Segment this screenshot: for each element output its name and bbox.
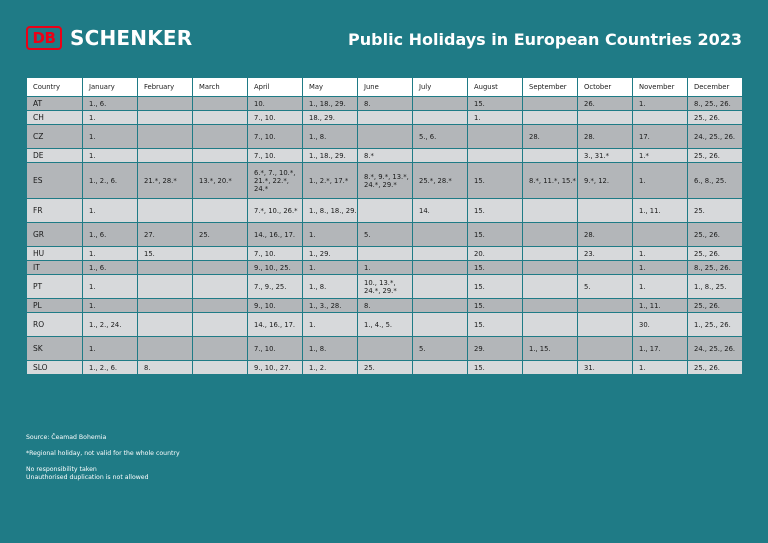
holiday-dates-cell — [413, 111, 468, 125]
holiday-dates-cell: 1. — [633, 97, 688, 111]
holiday-dates-cell — [523, 149, 578, 163]
table-row — [27, 247, 743, 261]
column-header: Country — [27, 78, 83, 97]
table-row — [27, 125, 743, 149]
holiday-dates-cell: 8.*, 9.*, 13.*, 24.*, 29.* — [358, 163, 413, 199]
holiday-dates-cell — [193, 313, 248, 337]
holiday-dates-cell — [578, 337, 633, 361]
holiday-dates-cell — [413, 261, 468, 275]
table-row — [27, 361, 743, 375]
country-code-cell: IT — [27, 261, 83, 275]
column-header: December — [688, 78, 743, 97]
holiday-dates-cell: 30. — [633, 313, 688, 337]
holiday-dates-cell: 10. — [248, 97, 303, 111]
holiday-dates-cell: 9.*, 12. — [578, 163, 633, 199]
page-title: Public Holidays in European Countries 2023 — [348, 30, 742, 49]
holiday-dates-cell: 6.*, 7., 10.*, 21.*, 22.*, 24.* — [248, 163, 303, 199]
footnotes — [26, 434, 180, 482]
table-row — [27, 199, 743, 223]
holiday-dates-cell — [523, 275, 578, 299]
holiday-dates-cell: 7., 10. — [248, 337, 303, 361]
holiday-dates-cell — [523, 111, 578, 125]
holiday-dates-cell — [468, 125, 523, 149]
holiday-dates-cell — [633, 223, 688, 247]
holiday-dates-cell: 31. — [578, 361, 633, 375]
holiday-dates-cell: 28. — [523, 125, 578, 149]
holiday-dates-cell: 1., 6. — [83, 97, 138, 111]
holiday-dates-cell: 1., 4., 5. — [358, 313, 413, 337]
column-header: November — [633, 78, 688, 97]
holiday-dates-cell: 17. — [633, 125, 688, 149]
holiday-dates-cell — [193, 275, 248, 299]
holiday-dates-cell — [413, 313, 468, 337]
holiday-dates-cell: 1., 15. — [523, 337, 578, 361]
holiday-dates-cell: 26. — [578, 97, 633, 111]
holiday-dates-cell: 1. — [633, 361, 688, 375]
table-row — [27, 111, 743, 125]
holiday-dates-cell: 1., 3., 28. — [303, 299, 358, 313]
holiday-dates-cell: 1. — [83, 337, 138, 361]
holiday-dates-cell: 5. — [413, 337, 468, 361]
column-header: April — [248, 78, 303, 97]
holiday-dates-cell: 25., 26. — [688, 299, 743, 313]
holiday-dates-cell — [138, 299, 193, 313]
table-row — [27, 149, 743, 163]
country-code-cell: GR — [27, 223, 83, 247]
holiday-dates-cell: 25., 26. — [688, 149, 743, 163]
holiday-dates-cell: 25. — [358, 361, 413, 375]
holiday-dates-cell: 7., 10. — [248, 111, 303, 125]
holiday-dates-cell: 8.*, 11.*, 15.* — [523, 163, 578, 199]
holiday-dates-cell: 1., 6. — [83, 261, 138, 275]
holiday-dates-cell: 1., 8. — [303, 337, 358, 361]
column-header: July — [413, 78, 468, 97]
holiday-dates-cell — [523, 361, 578, 375]
holiday-dates-cell: 1., 18., 29. — [303, 149, 358, 163]
holiday-dates-cell: 5. — [578, 275, 633, 299]
holiday-dates-cell — [578, 261, 633, 275]
holiday-dates-cell: 7., 10. — [248, 149, 303, 163]
holiday-dates-cell: 25. — [193, 223, 248, 247]
holiday-dates-cell: 10., 13.*, 24.*, 29.* — [358, 275, 413, 299]
duplication-note: Unauthorised duplication is not allowed — [26, 474, 149, 481]
holiday-dates-cell: 5. — [358, 223, 413, 247]
table-row — [27, 163, 743, 199]
holiday-dates-cell: 14., 16., 17. — [248, 313, 303, 337]
holiday-dates-cell — [193, 149, 248, 163]
holiday-dates-cell — [138, 111, 193, 125]
holiday-dates-cell: 7., 10. — [248, 247, 303, 261]
holiday-dates-cell: 9., 10., 27. — [248, 361, 303, 375]
holiday-dates-cell — [193, 97, 248, 111]
column-header: September — [523, 78, 578, 97]
holiday-dates-cell: 15. — [468, 223, 523, 247]
holiday-dates-cell — [193, 199, 248, 223]
source-note: Source: Čeamad Bohemia — [26, 434, 107, 441]
holiday-dates-cell — [578, 313, 633, 337]
holiday-dates-cell: 1. — [83, 111, 138, 125]
holiday-dates-cell: 1. — [83, 199, 138, 223]
holiday-dates-cell — [578, 111, 633, 125]
holiday-dates-cell: 1. — [83, 149, 138, 163]
holiday-dates-cell — [138, 261, 193, 275]
holiday-dates-cell: 25., 26. — [688, 361, 743, 375]
table-row — [27, 97, 743, 111]
column-header: May — [303, 78, 358, 97]
holiday-dates-cell: 1., 2.*, 17.* — [303, 163, 358, 199]
holiday-dates-cell: 1., 6. — [83, 223, 138, 247]
header — [26, 26, 742, 54]
holiday-dates-cell — [578, 199, 633, 223]
holiday-dates-cell — [523, 223, 578, 247]
holiday-dates-cell: 1. — [303, 261, 358, 275]
holiday-dates-cell: 15. — [138, 247, 193, 261]
holiday-dates-cell: 9., 10., 25. — [248, 261, 303, 275]
responsibility-note: No responsibility taken — [26, 466, 97, 473]
holiday-dates-cell: 1., 11. — [633, 199, 688, 223]
holiday-dates-cell: 15. — [468, 361, 523, 375]
holiday-dates-cell: 1. — [633, 275, 688, 299]
holiday-dates-cell: 1., 2., 6. — [83, 163, 138, 199]
holiday-dates-cell: 1. — [358, 261, 413, 275]
holiday-dates-cell — [413, 299, 468, 313]
holiday-dates-cell: 15. — [468, 299, 523, 313]
brand-name: SCHENKER — [70, 26, 193, 50]
holiday-dates-cell — [138, 313, 193, 337]
country-code-cell: ES — [27, 163, 83, 199]
holiday-dates-cell — [523, 247, 578, 261]
holiday-dates-cell: 25.*, 28.* — [413, 163, 468, 199]
holiday-dates-cell: 1. — [83, 299, 138, 313]
holiday-dates-cell — [523, 261, 578, 275]
holiday-dates-cell: 24., 25., 26. — [688, 125, 743, 149]
holiday-dates-cell: 14. — [413, 199, 468, 223]
country-code-cell: DE — [27, 149, 83, 163]
holiday-dates-cell: 14., 16., 17. — [248, 223, 303, 247]
holiday-dates-cell — [523, 97, 578, 111]
holiday-dates-cell: 1., 2., 6. — [83, 361, 138, 375]
holiday-dates-cell: 1., 18., 29. — [303, 97, 358, 111]
holiday-dates-cell — [633, 111, 688, 125]
holiday-dates-cell: 1., 8., 25. — [688, 275, 743, 299]
holiday-dates-cell: 27. — [138, 223, 193, 247]
holiday-dates-cell: 28. — [578, 223, 633, 247]
holiday-dates-cell: 1., 11. — [633, 299, 688, 313]
holiday-dates-cell: 28. — [578, 125, 633, 149]
table-header-row — [27, 78, 743, 97]
holiday-dates-cell: 1. — [633, 247, 688, 261]
holiday-dates-cell: 1. — [303, 313, 358, 337]
holiday-dates-cell: 1., 17. — [633, 337, 688, 361]
holiday-dates-cell — [523, 199, 578, 223]
db-schenker-logo — [26, 26, 192, 50]
holiday-dates-cell — [138, 199, 193, 223]
table-row — [27, 337, 743, 361]
holiday-dates-cell — [193, 299, 248, 313]
column-header: August — [468, 78, 523, 97]
holiday-dates-cell: 15. — [468, 97, 523, 111]
holiday-dates-cell: 1., 8., 18., 29. — [303, 199, 358, 223]
country-code-cell: SK — [27, 337, 83, 361]
country-code-cell: SLO — [27, 361, 83, 375]
country-code-cell: PT — [27, 275, 83, 299]
holiday-dates-cell: 29. — [468, 337, 523, 361]
holiday-dates-cell — [358, 337, 413, 361]
holiday-dates-cell: 13.*, 20.* — [193, 163, 248, 199]
holiday-dates-cell: 6., 8., 25. — [688, 163, 743, 199]
country-code-cell: AT — [27, 97, 83, 111]
holiday-dates-cell: 1. — [633, 163, 688, 199]
table-body — [27, 97, 743, 375]
country-code-cell: HU — [27, 247, 83, 261]
regional-note: *Regional holiday, not valid for the whole country — [26, 450, 180, 457]
table-row — [27, 261, 743, 275]
column-header: June — [358, 78, 413, 97]
holiday-dates-cell: 15. — [468, 261, 523, 275]
holiday-dates-cell — [413, 149, 468, 163]
holiday-dates-cell: 1., 2. — [303, 361, 358, 375]
holiday-dates-cell — [138, 97, 193, 111]
holiday-dates-cell: 25., 26. — [688, 247, 743, 261]
country-code-cell: RO — [27, 313, 83, 337]
holiday-dates-cell — [138, 149, 193, 163]
holiday-dates-cell: 24., 25., 26. — [688, 337, 743, 361]
holiday-dates-cell — [413, 97, 468, 111]
holiday-dates-cell: 8. — [138, 361, 193, 375]
holiday-dates-cell: 8.* — [358, 149, 413, 163]
holiday-dates-cell — [193, 261, 248, 275]
holiday-dates-cell: 1. — [303, 223, 358, 247]
holiday-dates-cell — [193, 337, 248, 361]
holiday-dates-cell — [193, 125, 248, 149]
holiday-dates-cell: 1., 8. — [303, 275, 358, 299]
holiday-dates-cell: 15. — [468, 163, 523, 199]
holiday-dates-cell: 25., 26. — [688, 111, 743, 125]
holiday-dates-cell: 8. — [358, 299, 413, 313]
holiday-dates-cell — [413, 361, 468, 375]
holiday-dates-cell — [358, 111, 413, 125]
holiday-dates-cell — [358, 199, 413, 223]
holiday-dates-cell: 1. — [83, 275, 138, 299]
holiday-dates-cell: 1., 8. — [303, 125, 358, 149]
country-code-cell: CZ — [27, 125, 83, 149]
column-header: February — [138, 78, 193, 97]
holiday-dates-cell — [138, 337, 193, 361]
holiday-dates-cell: 7., 10. — [248, 125, 303, 149]
holiday-dates-cell: 18., 29. — [303, 111, 358, 125]
holiday-dates-cell: 25. — [688, 199, 743, 223]
holiday-dates-cell: 1., 2., 24. — [83, 313, 138, 337]
holiday-dates-cell — [413, 247, 468, 261]
holiday-dates-cell: 8., 25., 26. — [688, 97, 743, 111]
holiday-dates-cell — [193, 361, 248, 375]
db-logo-box: DB — [26, 26, 62, 50]
holiday-dates-cell: 20. — [468, 247, 523, 261]
holiday-dates-cell: 23. — [578, 247, 633, 261]
holiday-dates-cell: 21.*, 28.* — [138, 163, 193, 199]
holiday-dates-cell — [358, 125, 413, 149]
holiday-dates-cell: 1. — [633, 261, 688, 275]
table-row — [27, 275, 743, 299]
holiday-dates-cell: 7.*, 10., 26.* — [248, 199, 303, 223]
holiday-dates-cell — [413, 275, 468, 299]
holiday-dates-cell: 9., 10. — [248, 299, 303, 313]
holiday-dates-cell: 3., 31.* — [578, 149, 633, 163]
holiday-dates-cell — [138, 275, 193, 299]
holiday-dates-cell: 1. — [83, 247, 138, 261]
holiday-dates-cell: 25., 26. — [688, 223, 743, 247]
holiday-dates-cell: 8., 25., 26. — [688, 261, 743, 275]
holiday-dates-cell: 7., 9., 25. — [248, 275, 303, 299]
holiday-dates-cell: 1., 29. — [303, 247, 358, 261]
holiday-dates-cell: 1. — [468, 111, 523, 125]
holiday-dates-cell — [578, 299, 633, 313]
holiday-dates-cell: 1.* — [633, 149, 688, 163]
holiday-table — [26, 77, 743, 375]
holiday-dates-cell — [468, 149, 523, 163]
table-row — [27, 299, 743, 313]
country-code-cell: FR — [27, 199, 83, 223]
holiday-dates-cell: 1., 25., 26. — [688, 313, 743, 337]
country-code-cell: CH — [27, 111, 83, 125]
country-code-cell: PL — [27, 299, 83, 313]
holiday-dates-cell — [413, 223, 468, 247]
column-header: October — [578, 78, 633, 97]
holiday-dates-cell — [523, 313, 578, 337]
holiday-dates-cell: 15. — [468, 275, 523, 299]
table-row — [27, 223, 743, 247]
holiday-dates-cell — [358, 247, 413, 261]
holiday-dates-cell: 15. — [468, 199, 523, 223]
holiday-dates-cell: 15. — [468, 313, 523, 337]
holiday-dates-cell — [193, 111, 248, 125]
holiday-dates-cell: 5., 6. — [413, 125, 468, 149]
holiday-dates-cell — [138, 125, 193, 149]
column-header: January — [83, 78, 138, 97]
holiday-dates-cell: 8. — [358, 97, 413, 111]
column-header: March — [193, 78, 248, 97]
holiday-dates-cell — [193, 247, 248, 261]
table-row — [27, 313, 743, 337]
holiday-dates-cell: 1. — [83, 125, 138, 149]
holiday-dates-cell — [523, 299, 578, 313]
